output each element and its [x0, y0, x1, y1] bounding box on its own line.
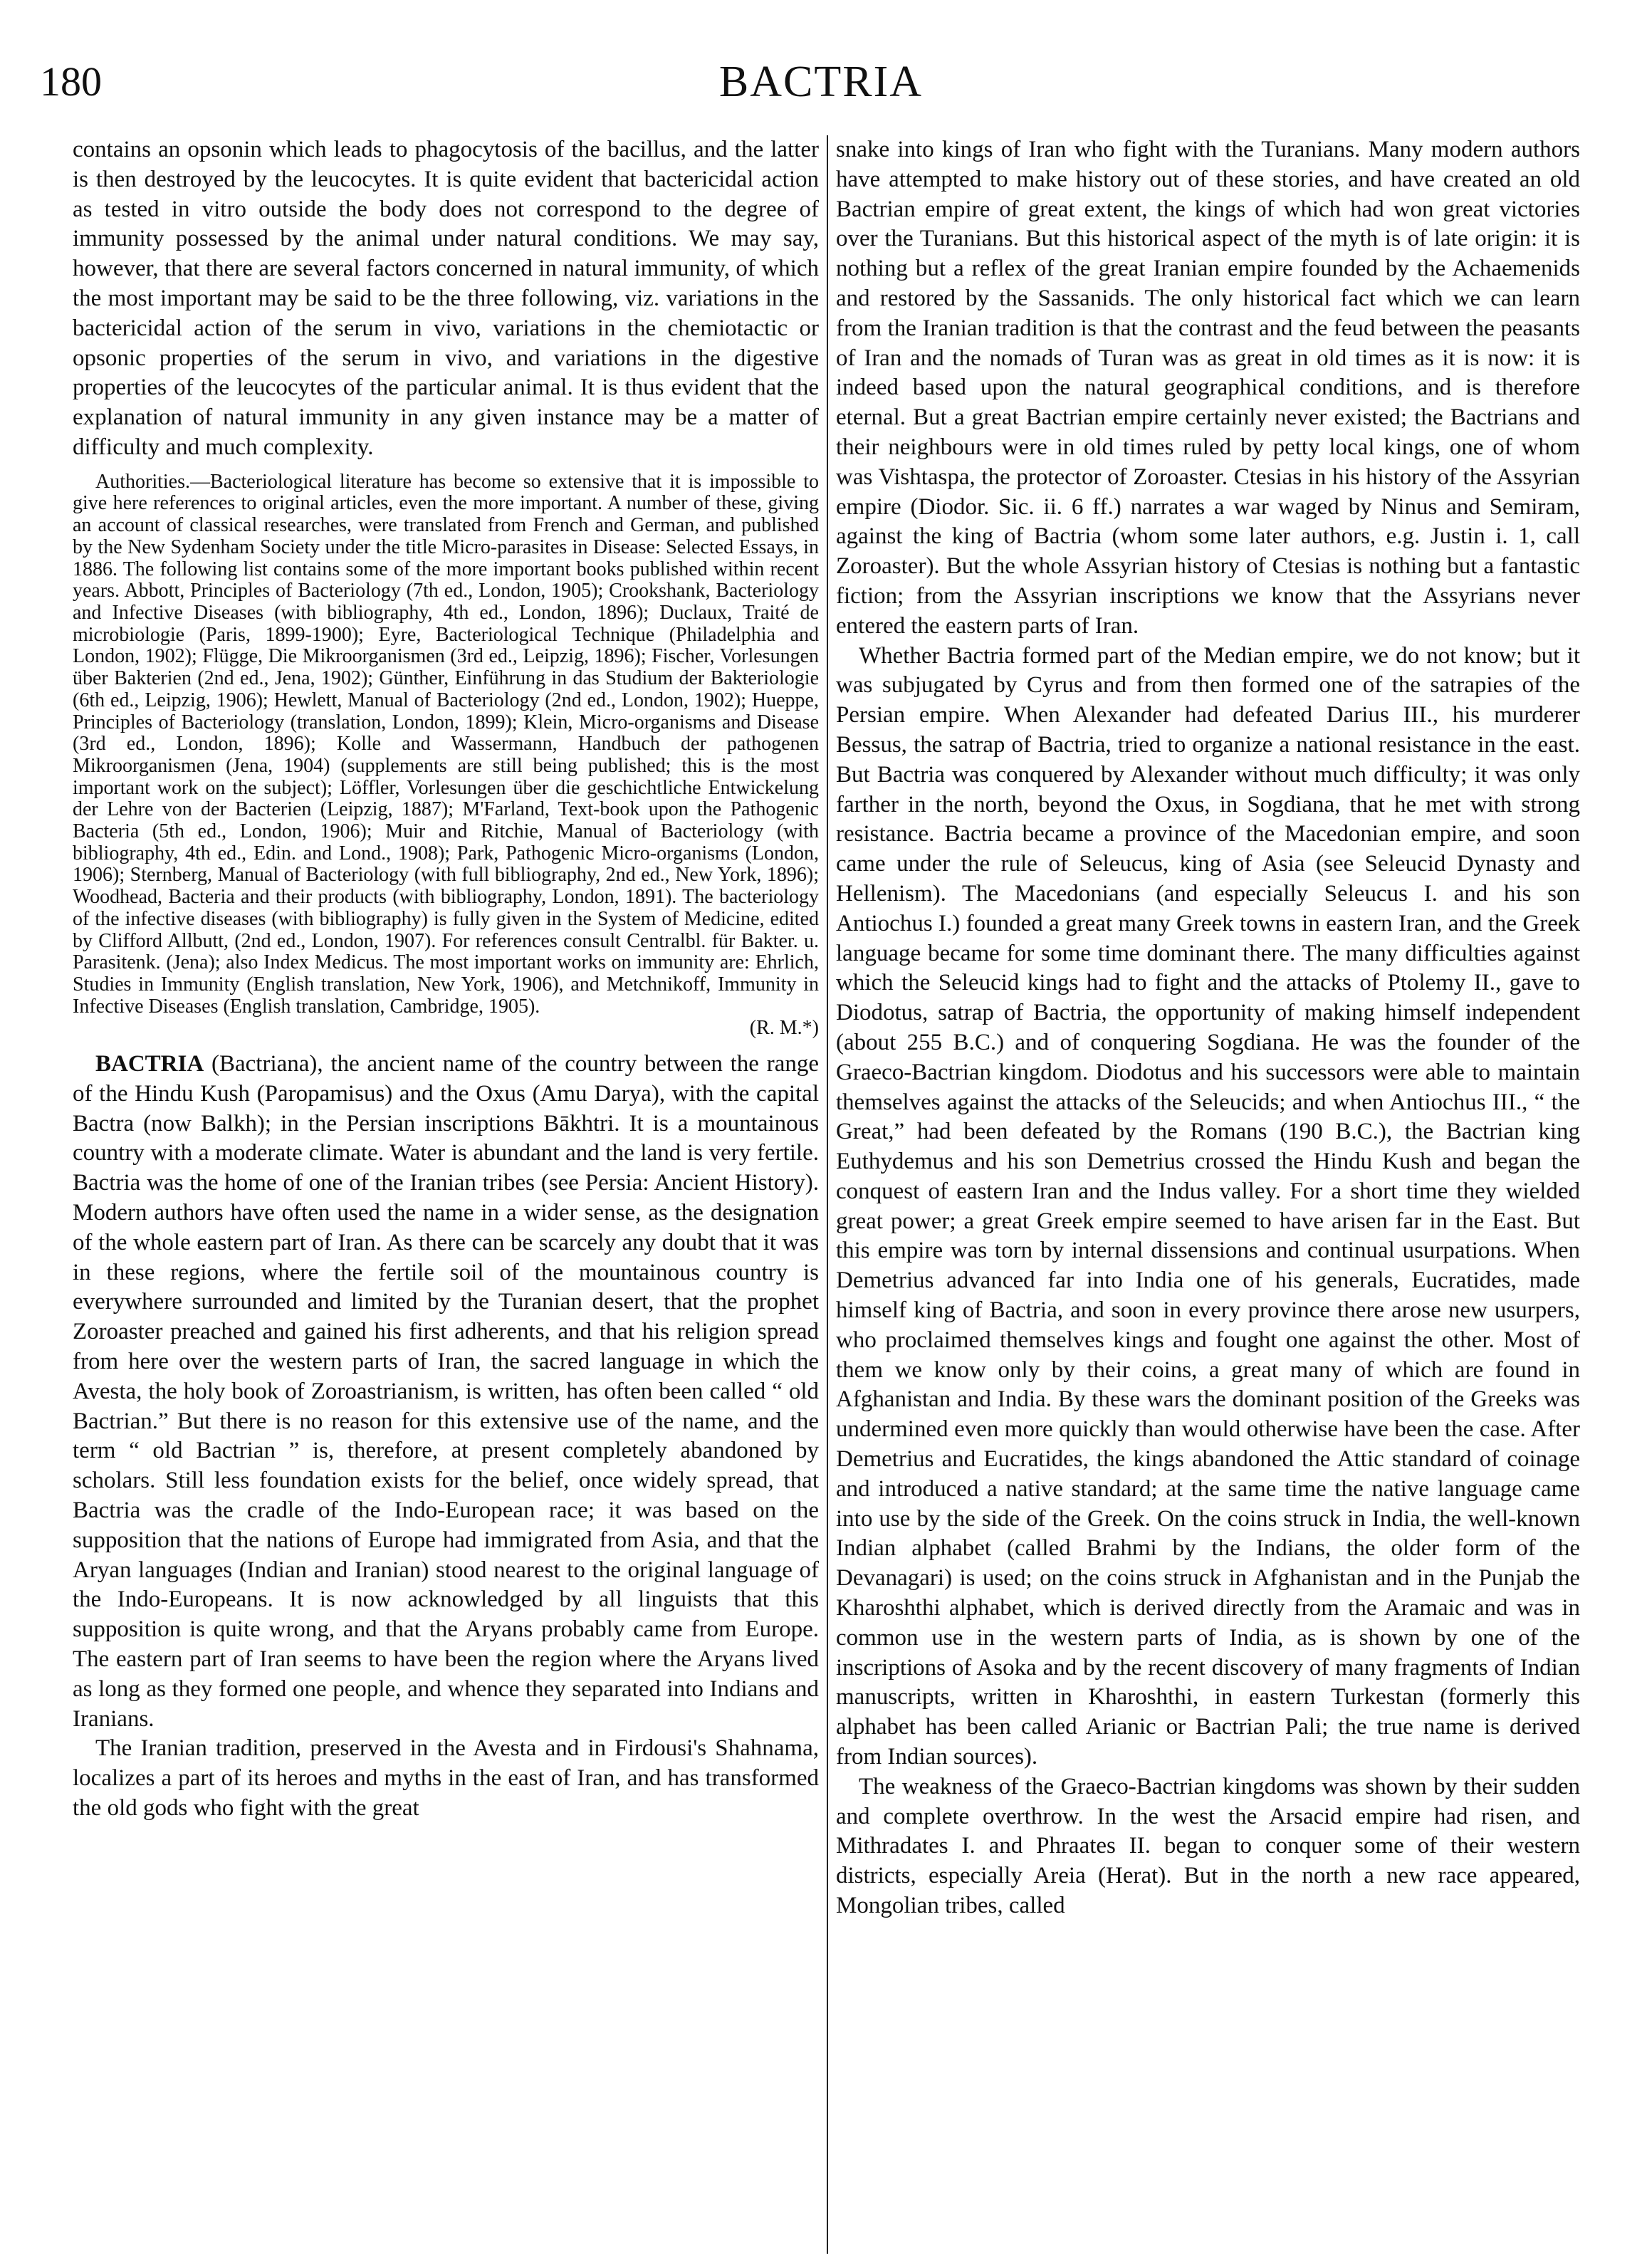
overthrow-paragraph: The weakness of the Graeco-Bactrian kingdoms was shown by their sudden and complete overthrow. In the west the Arsacid empire had risen, and Mithradates I. and Phraates II. began to conquer some of their western districts, especially Areia (Herat). But in the north a new race appeared, Mongolian tribes, called — [836, 1773, 1580, 1919]
bactria-intro-paragraph — [73, 1050, 819, 1734]
authorities-signature: (R. M.*) — [749, 1017, 819, 1040]
immunity-paragraph: contains an opsonin which leads to phagocytosis of the bacillus, and the latter is then destroyed by the leucocytes. It is quite evident that bactericidal action as tested in vitro outside the body does not correspond to the degree of immunity possessed by the animal under natural conditions. We may say, however, that there are several factors concerned in natural immunity, of which the most important may be said to be the three following, viz. variations in the bactericidal action of the serum in vivo, variations in the chemiotactic or opsonic properties of the serum in vivo, and variations in the digestive properties of the leucocytes of the particular animal. It is thus evident that the explanation of natural immunity in any given instance may be a matter of difficulty and much complexity. — [73, 137, 819, 460]
history-paragraph: Whether Bactria formed part of the Median empire, we do not know; but it was subjugated by Cyrus and from then formed one of the satrapies of the Persian empire. When Alexander had defeated Darius III., his murderer Bessus, the satrap of Bactria, tried to organize a national resistance in the east. But Bactria was conquered by Alexander without much difficulty; it was only farther in the north, beyond the Oxus, in Sogdiana, that he met with strong resistance. Bactria became a province of the Macedonian empire, and soon came under the rule of Seleucus, king of Asia (see Seleucid Dynasty and Hellenism). The Macedonians (and especially Seleucus I. and his son Antiochus I.) founded a great many Greek towns in eastern Iran, and the Greek language became for some time dominant there. The many difficulties against which the Seleucid kings had to fight and the attacks of Ptolemy II., gave to Diodotus, satrap of Bactria, the opportunity of making himself independent (about 255 B.C.) and of conquering Sogdiana. He was the founder of the Graeco-Bactrian kingdom. Diodotus and his successors were able to maintain themselves against the attacks of the Seleucids; and when Antiochus III., “ the Great,” had been defeated by the Romans (190 B.C.), the Bactrian king Euthydemus and his son Demetrius crossed the Hindu Kush and began the conquest of eastern Iran and the Indus valley. For a short time they wielded great power; a great Greek empire seemed to have arisen far in the East. But this empire was torn by internal dissensions and continual usurpations. When Demetrius advanced far into India one of his generals, Eucratides, made himself king of Bactria, and soon in every province there arose new usurpers, who proclaimed themselves kings and fought one against the other. Most of them we know only by their coins, a great many of which are found in Afghanistan and India. By these wars the dominant position of the Greeks was undermined even more quickly than would otherwise have been the case. After Demetrius and Eucratides, the kings abandoned the Attic standard of coinage and introduced a native standard; at the same time the native language came into use by the side of the Greek. On the coins struck in India, the well-known Indian alphabet (called Brahmi by the Indians, the older form of the Devanagari) is used; on the coins struck in Afghanistan and in the Punjab the Kharoshthi alphabet, which is derived directly from the Aramaic and was in common use in the western parts of India, as is shown by one of the inscriptions of Asoka and by the recent discovery of many fragments of Indian manuscripts, written in Kharoshthi, in eastern Turkestan (formerly this alphabet has been called Arianic or Bactrian Pali; the true name is derived from Indian sources). — [836, 642, 1580, 1770]
iranian-tradition-paragraph: The Iranian tradition, preserved in the Avesta and in Firdousi's Shahnama, localizes a part of its heroes and myths in the east of Iran, and has transformed the old gods who fight with the great — [73, 1735, 819, 1821]
myth-paragraph: snake into kings of Iran who fight with the Turanians. Many modern authors have attempted to make history out of these stories, and have created an old Bactrian empire of great extent, the kings of which had won great victories over the Turanians. But this historical aspect of the myth is of late origin: it is nothing but a reflex of the great Iranian empire founded by the Achaemenids and restored by the Sassanids. The only historical fact which we can learn from the Iranian tradition is that the contrast and the feud between the peasants of Iran and the nomads of Turan was as great in old times as it is now: it is indeed based upon the natural geographical conditions, and is therefore eternal. But a great Bactrian empire certainly never existed; the Bactrians and their neighbours were in old times ruled by petty local kings, one of whom was Vishtaspa, the protector of Zoroaster. Ctesias in his history of the Assyrian empire (Diodor. Sic. ii. 6 ff.) narrates a war waged by Ninus and Semiram, against the king of Bactria (whom some later authors, e.g. Justin i. 1, call Zoroaster). But the whole Assyrian history of Ctesias is nothing but a fantastic fiction; from the Assyrian inscriptions we know that the Assyrians never entered the eastern parts of Iran. — [836, 137, 1580, 639]
page-number: 180 — [40, 58, 102, 105]
bactria-headword: BACTRIA — [95, 1051, 204, 1077]
bactria-intro-text: (Bactriana), the ancient name of the country between the range of the Hindu Kush (Paropamisus) and the Oxus (Amu Darya), with the capital Bactra (now Balkh); in the Persian inscriptions Bākhtri. It is a mountainous country with a moderate climate. Water is abundant and the land is very fertile. Bactria was the home of one of the Iranian tribes (see Persia: Ancient History). Modern authors have often used the name in a wider sense, as the designation of the whole eastern part of Iran. As there can be scarcely any doubt that it was in these regions, where the fertile soil of the mountainous country is everywhere surrounded and limited by the Turanian desert, that the prophet Zoroaster preached and gained his first adherents, and that his religion spread from here over the western parts of Iran, the sacred language in which the Avesta, the holy book of Zoroastrianism, is written, has often been called “ old Bactrian.” But there is no reason for this extensive use of the name, and the term “ old Bactrian ” is, therefore, at present completely abandoned by scholars. Still less foundation exists for the belief, once widely spread, that Bactria was the cradle of the Indo-European race; it was based on the supposition that the nations of Europe had immigrated from Asia, and that the Aryan languages (Indian and Iranian) stood nearest to the original language of the Indo-Europeans. It is now acknowledged by all linguists that this supposition is quite wrong, and that the Aryans probably came from Europe. The eastern part of Iran seems to have been the region where the Aryans lived as long as they formed one people, and whence they separated into Indians and Iranians. — [73, 1051, 819, 1732]
right-column — [836, 135, 1580, 2257]
authorities-block — [73, 471, 819, 1040]
authorities-text: Authorities.—Bacteriological literature has become so extensive that it is impossible to give here references to original articles, even the more important. A number of these, giving an account of classical researches, were translated from French and German, and published by the New Sydenham Society under the title Micro-parasites in Disease: Selected Essays, in 1886. The following list contains some of the more important books published within recent years. Abbott, Principles of Bacteriology (7th ed., London, 1905); Crookshank, Bacteriology and Infective Diseases (with bibliography, 4th ed., London, 1896); Duclaux, Traité de microbiologie (Paris, 1899-1900); Eyre, Bacteriological Technique (Philadelphia and London, 1902); Flügge, Die Mikroorganismen (3rd ed., Leipzig, 1896); Fischer, Vorlesungen über Bakterien (2nd ed., Jena, 1902); Günther, Einführung in das Studium der Bakteriologie (6th ed., Leipzig, 1906); Hewlett, Manual of Bacteriology (2nd ed., London, 1902); Hueppe, Principles of Bacteriology (translation, London, 1899); Klein, Micro-organisms and Disease (3rd ed., London, 1896); Kolle and Wassermann, Handbuch der pathogenen Mikroorganismen (Jena, 1904) (supplements are still being published; this is the most important work on the subject); Löffler, Vorlesungen über die geschichtliche Entwickelung der Lehre von der Bacterien (Leipzig, 1887); M'Farland, Text-book upon the Pathogenic Bacteria (5th ed., London, 1906); Muir and Ritchie, Manual of Bacteriology (with bibliography, 4th ed., Edin. and Lond., 1908); Park, Pathogenic Micro-organisms (London, 1906); Sternberg, Manual of Bacteriology (with full bibliography, 2nd ed., New York, 1896); Woodhead, Bacteria and their products (with bibliography, London, 1891). The bacteriology of the infective diseases (with bibliography) is fully given in the System of Medicine, edited by Clifford Allbutt, (2nd ed., London, 1907). For references consult Centralbl. für Bakter. u. Parasitenk. (Jena); also Index Medicus. The most important works on immunity are: Ehrlich, Studies in Immunity (English translation, New York, 1906), and Metchnikoff, Immunity in Infective Diseases (English translation, Cambridge, 1905). — [73, 470, 819, 1018]
left-column — [73, 135, 819, 2257]
running-title: BACTRIA — [718, 58, 924, 106]
column-divider — [827, 135, 828, 2254]
